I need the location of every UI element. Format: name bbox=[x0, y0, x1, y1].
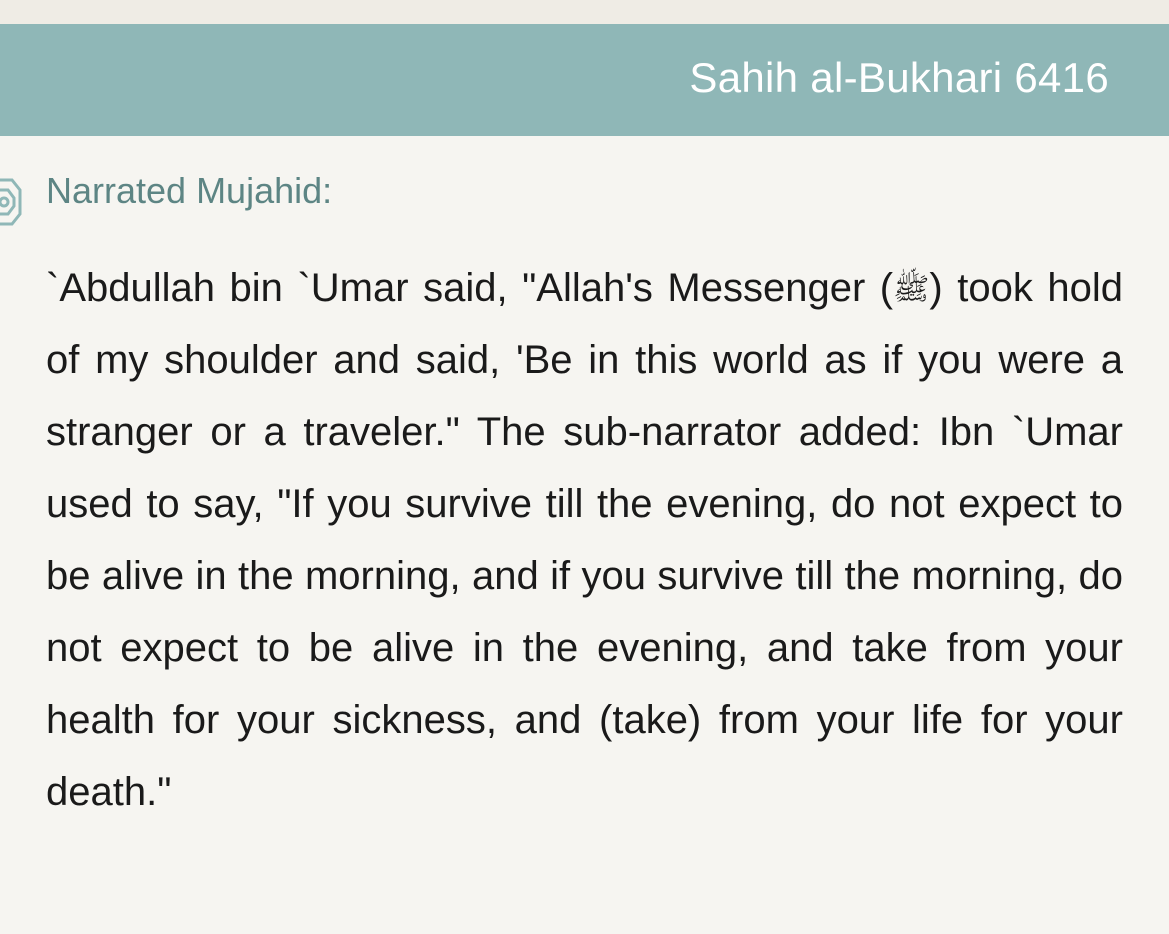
top-strip bbox=[0, 0, 1169, 24]
hadith-reference-title: Sahih al-Bukhari 6416 bbox=[689, 54, 1109, 101]
hadith-text-part1: `Abdullah bin `Umar said, "Allah's Messenger ( bbox=[46, 266, 894, 310]
hadith-text bbox=[46, 252, 1123, 828]
hadith-text-part2: ) took hold of my shoulder and said, 'Be in this world as if you were a stranger or a traveler." The sub-narrator added: Ibn `Umar used to say, "If you survive till the evening, do not expect to be alive in the morning, and if you survive till the morning, do not expect to be alive in the evening, and take from your health for your sickness, and (take) from your life for your death." bbox=[46, 266, 1124, 814]
ornament-icon bbox=[0, 176, 24, 228]
narrator-line: Narrated Mujahid: bbox=[46, 170, 333, 211]
header-bar bbox=[0, 24, 1169, 136]
honorific-glyph: ﷺ bbox=[893, 273, 930, 306]
